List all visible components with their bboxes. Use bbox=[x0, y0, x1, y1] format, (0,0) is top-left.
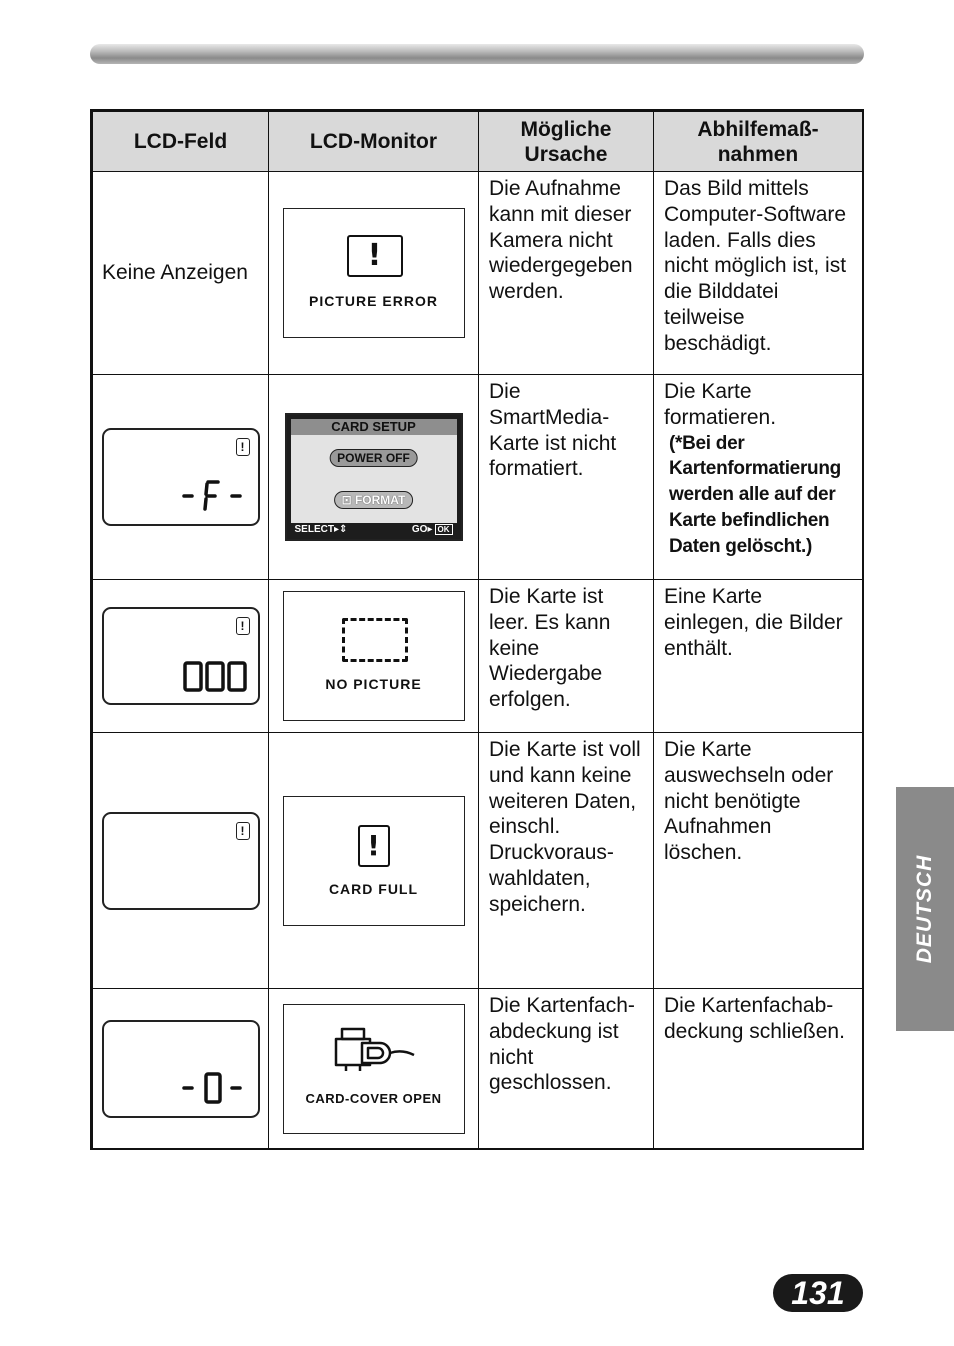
cause-text: Die SmartMedia-Karte ist nicht formatiert. bbox=[479, 375, 654, 580]
lcd-panel bbox=[102, 812, 260, 910]
lcd-segment-display bbox=[180, 478, 250, 514]
error-table bbox=[90, 109, 864, 1150]
header-lcd-field: LCD-Feld bbox=[93, 112, 269, 172]
warning-icon: ! bbox=[236, 617, 250, 635]
warning-icon: ! bbox=[236, 822, 250, 840]
monitor-card-cover-open bbox=[283, 1004, 465, 1134]
table-row bbox=[93, 989, 863, 1150]
table-row bbox=[93, 733, 863, 989]
lcd-panel bbox=[102, 428, 260, 526]
table-row bbox=[93, 375, 863, 580]
warning-icon: ! bbox=[347, 235, 403, 277]
monitor-picture-error bbox=[283, 208, 465, 338]
cause-text: Die Karte ist voll und kann keine weiteren Daten, einschl. Druckvoraus-wahldaten, speichern. bbox=[479, 733, 654, 989]
header-lcd-monitor: LCD-Monitor bbox=[269, 112, 479, 172]
select-arrow-icon: ▸⇕ bbox=[333, 524, 348, 535]
header-remedy: Abhilfemaß-nahmen bbox=[654, 112, 863, 172]
monitor-no-picture bbox=[283, 591, 465, 721]
lcd-segment-display bbox=[180, 1070, 250, 1106]
remedy-text: Die Karte formatieren. bbox=[664, 380, 777, 429]
page-number: 131 bbox=[773, 1274, 863, 1312]
table-row bbox=[93, 580, 863, 733]
card-cover-icon bbox=[330, 1023, 420, 1077]
format-label: FORMAT bbox=[354, 493, 406, 507]
language-tab-label: DEUTSCH bbox=[913, 854, 936, 964]
lcd-segment-display bbox=[180, 659, 250, 695]
menu-title: CARD SETUP bbox=[291, 419, 457, 435]
monitor-label: PICTURE ERROR bbox=[309, 293, 438, 309]
remedy-text: Die Karte auswechseln oder nicht benötigte Aufnahmen löschen. bbox=[654, 733, 863, 989]
warning-icon: ! bbox=[236, 438, 250, 456]
select-label: SELECT bbox=[294, 524, 334, 535]
remedy-note: (*Bei der Kartenformatierung werden alle auf der Karte befindlichen Daten gelöscht.) bbox=[669, 432, 841, 557]
format-icon: ⊡ bbox=[341, 493, 355, 507]
lcd-panel bbox=[102, 607, 260, 705]
monitor-label: CARD FULL bbox=[328, 880, 419, 897]
format-option bbox=[334, 491, 414, 509]
power-off-option: POWER OFF bbox=[329, 449, 418, 467]
card-setup-menu bbox=[285, 413, 463, 541]
table-row bbox=[93, 172, 863, 375]
ok-key: OK bbox=[435, 524, 453, 535]
remedy-text: Das Bild mittels Computer-Software laden. Falls dies nicht möglich ist, ist die Bilddatei teilweise beschädigt. bbox=[654, 172, 863, 375]
empty-frame-icon bbox=[342, 618, 408, 662]
lcd-field-text: Keine Anzeigen bbox=[93, 172, 269, 375]
remedy-text: Die Kartenfachab-deckung schließen. bbox=[654, 989, 863, 1150]
language-tab bbox=[896, 787, 954, 1031]
monitor-card-full bbox=[283, 796, 465, 926]
lcd-panel bbox=[102, 1020, 260, 1118]
header-cause: Mögliche Ursache bbox=[479, 112, 654, 172]
monitor-label: CARD-COVER OPEN bbox=[305, 1091, 442, 1106]
go-arrow-icon: ▸ bbox=[427, 524, 433, 535]
cause-text: Die Kartenfach-abdeckung ist nicht geschlossen. bbox=[479, 989, 654, 1150]
cause-text: Die Karte ist leer. Es kann keine Wiedergabe erfolgen. bbox=[479, 580, 654, 733]
monitor-label: NO PICTURE bbox=[325, 676, 422, 692]
remedy-text: Eine Karte einlegen, die Bilder enthält. bbox=[654, 580, 863, 733]
card-full-icon: ! bbox=[358, 825, 390, 867]
header-bar bbox=[90, 44, 864, 64]
table-header-row bbox=[93, 112, 863, 172]
go-label: GO bbox=[411, 524, 428, 535]
cause-text: Die Aufnahme kann mit dieser Kamera nicht wiedergegeben werden. bbox=[479, 172, 654, 375]
